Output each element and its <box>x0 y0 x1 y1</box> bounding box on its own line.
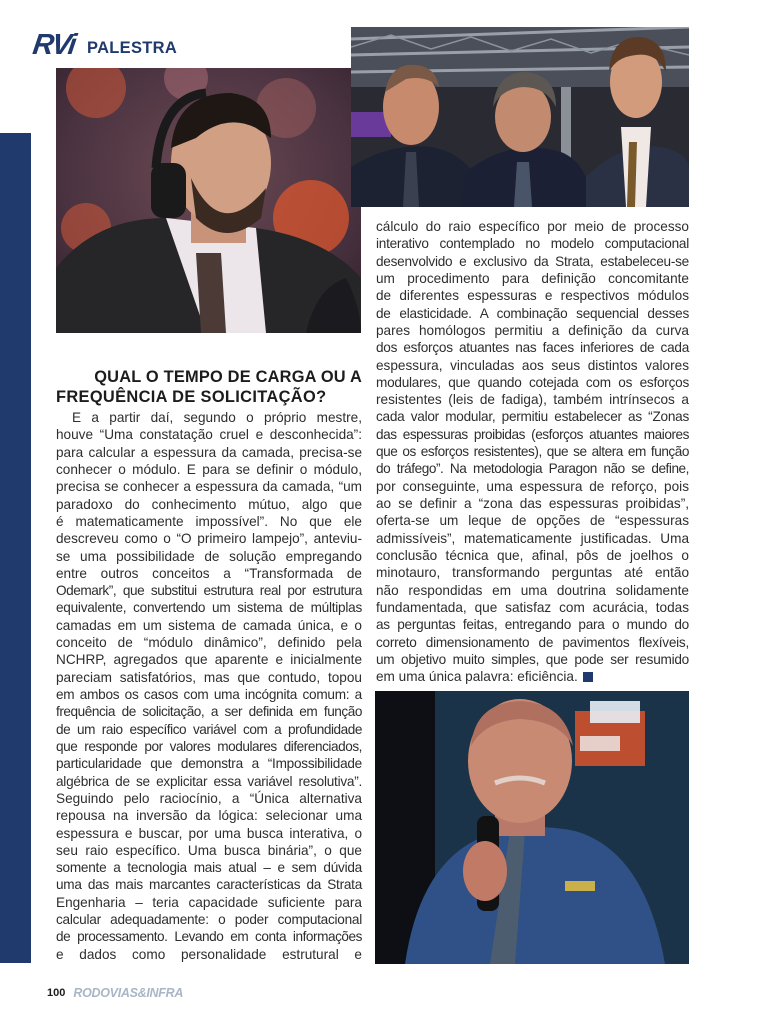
final-sentence: em uma única palavra: eficiência. <box>376 669 578 685</box>
text-line: calcular adequadamente: o poder computacional <box>56 912 362 928</box>
text-line: repousa na inversão da lógica: selecionar uma <box>56 808 362 824</box>
rvi-logo <box>30 29 77 61</box>
text-line: fundamentada, que satisfaz com acurácia, todas <box>376 599 689 615</box>
text-line: é matematicamente impossível”. No que ele <box>56 513 362 529</box>
article-heading <box>56 367 362 407</box>
text-line: de um raio específico variável com a profundidade <box>56 721 362 737</box>
page-footer <box>47 986 183 1000</box>
article-column-right <box>376 218 689 685</box>
text-line: NCHRP, agregados que aparente e inicialmente <box>56 652 362 668</box>
text-line: entre outros conceitos a “Transformada de <box>56 565 362 581</box>
page-number: 100 <box>47 987 66 999</box>
text-line: oferta-se um leque de opções de “espessuras <box>376 513 689 529</box>
text-line: pares homólogos permitiu a definição da curva <box>376 322 689 338</box>
text-line: somente a tecnologia mais atual – e sem dúvida <box>56 860 362 876</box>
text-line: Engenharia – teria capacidade suficiente para <box>56 894 362 910</box>
text-line: E a partir daí, segundo o próprio mestre, <box>72 410 362 425</box>
text-line: uma das mais marcantes características da Strata <box>56 877 362 893</box>
end-of-article-square-icon <box>583 672 593 682</box>
text-line: para calcular a espessura da camada, precisa-se <box>56 444 362 460</box>
text-line: descreveu como o “O primeiro lampejo”, anteviu- <box>56 531 362 547</box>
text-line: frequência de solicitação, a ser definida em função <box>56 704 362 720</box>
text-line: camadas em um sistema de camada única, e o <box>56 617 362 633</box>
article-column-left <box>56 409 362 963</box>
text-line: espessura, vinculadas aos seus distintos valores <box>376 357 689 373</box>
text-line: paradoxo do conhecimento mútuo, algo que <box>56 496 362 512</box>
text-line: por conseguinte, uma espessura de reforço, pois <box>376 478 689 494</box>
text-line: ao se definir a “zona das espessuras proibidas”, <box>376 496 689 511</box>
text-line: algébrica de se explicitar essa variável resolutiva”. <box>56 773 362 789</box>
text-line: conclusão técnica que, afinal, pôs de joelhos o <box>376 547 689 563</box>
text-line: Seguindo pelo raciocínio, a “Única alternativa <box>56 790 362 806</box>
text-line: desenvolvido e exclusivo da Strata, estabeleceu-se <box>376 253 689 269</box>
text-line: de processamento. Levando em conta informações <box>56 929 362 945</box>
text-line-final <box>376 668 689 685</box>
text-line: conhecer o módulo. E para se definir o módulo, <box>56 461 362 477</box>
text-line: e dados como personalidade estrutural e <box>56 946 362 962</box>
side-accent-bar <box>0 133 31 963</box>
text-line: um procedimento para definição concomitante <box>376 270 689 286</box>
text-line: Odemark”, que substitui estrutura real por estrutura <box>56 583 362 599</box>
photo-three-men <box>351 27 689 207</box>
text-line: de elasticidade. A combinação sequencial desses <box>376 305 689 321</box>
text-line: espessura e buscar, por uma busca interativa, o <box>56 825 362 841</box>
text-line: de diferentes espessuras e respectivos módulos <box>376 288 689 304</box>
text-line: minotauro, transformando perguntas até então <box>376 565 689 581</box>
text-line: precisa se conhecer a espessura da camada, “um <box>56 479 362 495</box>
text-line: admissíveis”, matematicamente justificadas. Uma <box>376 530 689 546</box>
text-line: em ambos os casos com uma incógnita comum: a <box>56 687 362 702</box>
text-line: resistentes (leis de fadiga), também intrínsecos a <box>376 392 689 408</box>
magazine-logo: RODOVIAS&INFRA <box>73 986 184 1000</box>
text-line: correto dimensionamento de pavimentos flexíveis, <box>376 634 689 650</box>
text-line: se uma possibilidade de solução empregando <box>56 548 362 564</box>
section-label: PALESTRA <box>87 39 178 57</box>
text-line: pareciam satisfatórios, mas que contudo, topou <box>56 669 362 685</box>
photo-man-with-headphones <box>56 68 361 333</box>
text-line: não respondidas em uma doutrina solidamente <box>376 582 689 598</box>
text-line: modulares, que quando cotejada com os esforços <box>376 374 689 390</box>
heading-line: FREQUÊNCIA DE SOLICITAÇÃO? <box>56 387 327 406</box>
text-line: equivalente, convertendo um sistema de múltiplas <box>56 600 362 616</box>
photo-speaker-with-microphone <box>375 691 689 964</box>
text-line: do tráfego”. Na metodologia Paragon não se define, <box>376 461 689 477</box>
text-line: as perguntas feitas, entregando para o mundo do <box>376 617 689 633</box>
text-line: houve “Uma constatação cruel e desconhecida”: <box>56 427 362 443</box>
heading-line: QUAL O TEMPO DE CARGA OU A <box>94 367 362 386</box>
text-line: particularidade que demonstra a “Impossibilidade <box>56 756 362 772</box>
text-line: que os esforços resistentes), que se altera em função <box>376 444 689 460</box>
text-line: dos esforços atuantes nas faces inferiores de cada <box>376 340 689 356</box>
text-line: das espessuras proibidas (esforços atuantes maiores <box>376 426 689 442</box>
text-line: que responde por valores modulares diferenciados, <box>56 738 362 754</box>
rvi-logo-mark: RVi <box>30 29 77 61</box>
text-line: seu raio específico. Uma busca binária”, o que <box>56 842 362 858</box>
text-line: cada valor modular, permitiu estabelecer as “Zonas <box>376 409 689 425</box>
text-line: conceito de “módulo dinâmico”, definido pela <box>56 635 362 651</box>
text-line: um objetivo muito simples, que pode ser resumido <box>376 651 689 667</box>
text-line: cálculo do raio específico por meio de processo <box>376 219 689 234</box>
text-line: interativo contemplado no modelo computacional <box>376 236 689 252</box>
